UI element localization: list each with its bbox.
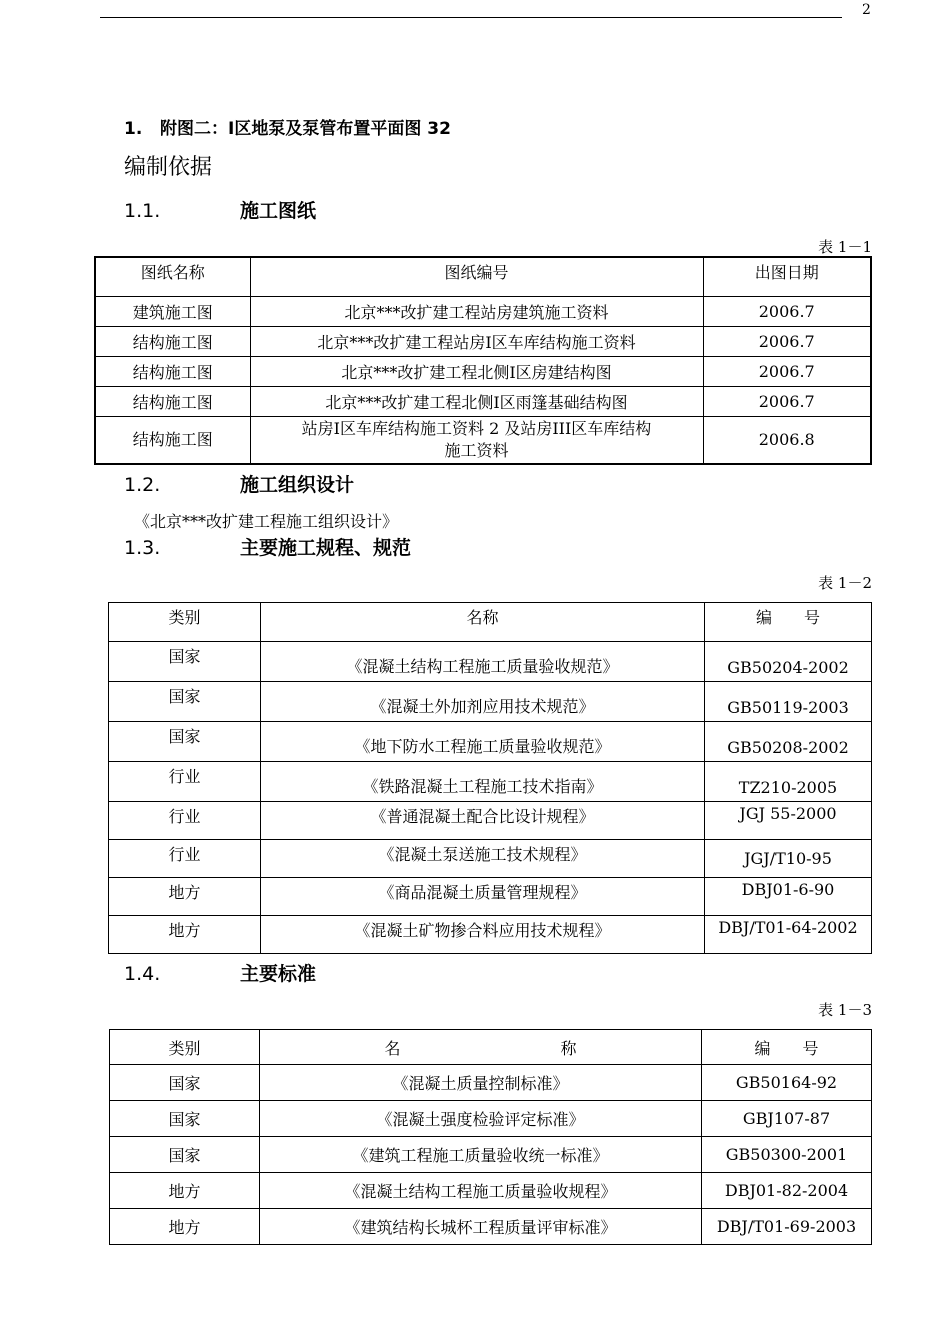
cell: JGJ 55-2000 <box>705 802 872 840</box>
cell: 《混凝土质量控制标准》 <box>260 1065 702 1101</box>
toc-number: 1. <box>124 119 143 139</box>
table-row <box>109 762 872 802</box>
toc-entry[interactable] <box>124 114 451 139</box>
cell: GB50119-2003 <box>705 682 872 722</box>
header-cell: 类别 <box>110 1030 260 1065</box>
heading-text: 主要标准 <box>240 963 317 985</box>
cell: 地方 <box>109 916 261 954</box>
table-row <box>109 878 872 916</box>
cell: GB50204-2002 <box>705 642 872 682</box>
heading-1-2 <box>124 470 354 497</box>
heading-1-4 <box>124 959 316 986</box>
cell: 《普通混凝土配合比设计规程》 <box>261 802 705 840</box>
table-row <box>109 916 872 954</box>
cell: GBJ107-87 <box>702 1101 872 1137</box>
cell: 《铁路混凝土工程施工技术指南》 <box>261 762 705 802</box>
table-row <box>109 722 872 762</box>
cell: 2006.8 <box>703 417 871 465</box>
cell: 结构施工图 <box>95 387 250 417</box>
cell: 2006.7 <box>703 327 871 357</box>
cell: 《地下防水工程施工质量验收规范》 <box>261 722 705 762</box>
cell: GB50208-2002 <box>705 722 872 762</box>
header-cell: 图纸编号 <box>250 257 703 297</box>
cell: 2006.7 <box>703 387 871 417</box>
table2-caption: 表 1－2 <box>818 574 872 592</box>
cell: 2006.7 <box>703 297 871 327</box>
cell: 《混凝土矿物掺合料应用技术规程》 <box>261 916 705 954</box>
heading-number: 1.3. <box>124 537 161 559</box>
drawings-table <box>94 256 872 465</box>
cell: 《混凝土结构工程施工质量验收规程》 <box>260 1173 702 1209</box>
cell: 北京***改扩建工程北侧Ⅰ区雨篷基础结构图 <box>250 387 703 417</box>
heading-text: 施工图纸 <box>240 200 317 222</box>
table-row <box>95 387 871 417</box>
toc-text: 附图二：Ⅰ区地泵及泵管布置平面图 32 <box>160 119 451 139</box>
header-cell: 名称 <box>261 603 705 642</box>
cell: DBJ01-6-90 <box>705 878 872 916</box>
cell: 《混凝土外加剂应用技术规范》 <box>261 682 705 722</box>
cell: 《建筑工程施工质量验收统一标准》 <box>260 1137 702 1173</box>
cell: 《建筑结构长城杯工程质量评审标准》 <box>260 1209 702 1245</box>
table-row <box>95 327 871 357</box>
table1-caption: 表 1－1 <box>818 238 872 256</box>
table-row <box>110 1101 872 1137</box>
table-header-row <box>95 257 871 297</box>
cell: 行业 <box>109 762 261 802</box>
cell: 国家 <box>109 682 261 722</box>
cell: 结构施工图 <box>95 327 250 357</box>
cell-line: 站房Ⅰ区车库结构施工资料 2 及站房III区车库结构 <box>301 419 652 438</box>
cell: 北京***改扩建工程站房建筑施工资料 <box>250 297 703 327</box>
cell: 国家 <box>110 1137 260 1173</box>
header-cell: 编 号 <box>702 1030 872 1065</box>
table-row <box>95 357 871 387</box>
cell: DBJ/T01-69-2003 <box>702 1209 872 1245</box>
cell: GB50164-92 <box>702 1065 872 1101</box>
cell: DBJ01-82-2004 <box>702 1173 872 1209</box>
table-row <box>109 682 872 722</box>
cell: 《混凝土泵送施工技术规程》 <box>261 840 705 878</box>
table-row <box>110 1173 872 1209</box>
heading-text: 施工组织设计 <box>240 474 355 496</box>
cell: 地方 <box>109 878 261 916</box>
cell: TZ210-2005 <box>705 762 872 802</box>
cell: 结构施工图 <box>95 417 250 465</box>
cell: 《商品混凝土质量管理规程》 <box>261 878 705 916</box>
table-row <box>95 297 871 327</box>
section-title: 编制依据 <box>124 155 213 180</box>
header-rule <box>100 17 842 18</box>
cell: 地方 <box>110 1209 260 1245</box>
table-header-row <box>109 603 872 642</box>
cell: 行业 <box>109 840 261 878</box>
cell: 建筑施工图 <box>95 297 250 327</box>
header-cell: 图纸名称 <box>95 257 250 297</box>
cell: 《混凝土结构工程施工质量验收规范》 <box>261 642 705 682</box>
standards-table <box>109 1029 872 1245</box>
heading-1-3 <box>124 533 411 560</box>
table-row <box>110 1137 872 1173</box>
cell-line: 施工资料 <box>444 441 509 460</box>
heading-text: 主要施工规程、规范 <box>240 537 412 559</box>
page-number: 2 <box>862 2 871 18</box>
cell: 国家 <box>109 722 261 762</box>
header-cell: 出图日期 <box>703 257 871 297</box>
table3-caption: 表 1－3 <box>818 1001 872 1019</box>
table-row <box>95 417 871 465</box>
cell: 结构施工图 <box>95 357 250 387</box>
heading-1-1 <box>124 196 316 223</box>
table-row <box>109 642 872 682</box>
header-cell: 名 称 <box>260 1030 702 1065</box>
cell: 国家 <box>109 642 261 682</box>
header-cell: 类别 <box>109 603 261 642</box>
cell: 国家 <box>110 1065 260 1101</box>
heading-number: 1.2. <box>124 474 161 496</box>
heading-number: 1.4. <box>124 963 161 985</box>
cell: JGJ/T10-95 <box>705 840 872 878</box>
cell: 行业 <box>109 802 261 840</box>
heading-number: 1.1. <box>124 200 161 222</box>
cell: GB50300-2001 <box>702 1137 872 1173</box>
org-design-ref: 《北京***改扩建工程施工组织设计》 <box>134 512 399 531</box>
table-row <box>110 1209 872 1245</box>
header-cell: 编 号 <box>705 603 872 642</box>
specs-table <box>108 602 872 954</box>
cell: 《混凝土强度检验评定标准》 <box>260 1101 702 1137</box>
cell: 北京***改扩建工程站房Ⅰ区车库结构施工资料 <box>250 327 703 357</box>
cell: 北京***改扩建工程北侧Ⅰ区房建结构图 <box>250 357 703 387</box>
table-row <box>109 802 872 840</box>
table-row <box>110 1065 872 1101</box>
cell: 国家 <box>110 1101 260 1137</box>
cell <box>250 417 703 465</box>
cell: 地方 <box>110 1173 260 1209</box>
table-header-row <box>110 1030 872 1065</box>
cell: 2006.7 <box>703 357 871 387</box>
cell: DBJ/T01-64-2002 <box>705 916 872 954</box>
table-row <box>109 840 872 878</box>
